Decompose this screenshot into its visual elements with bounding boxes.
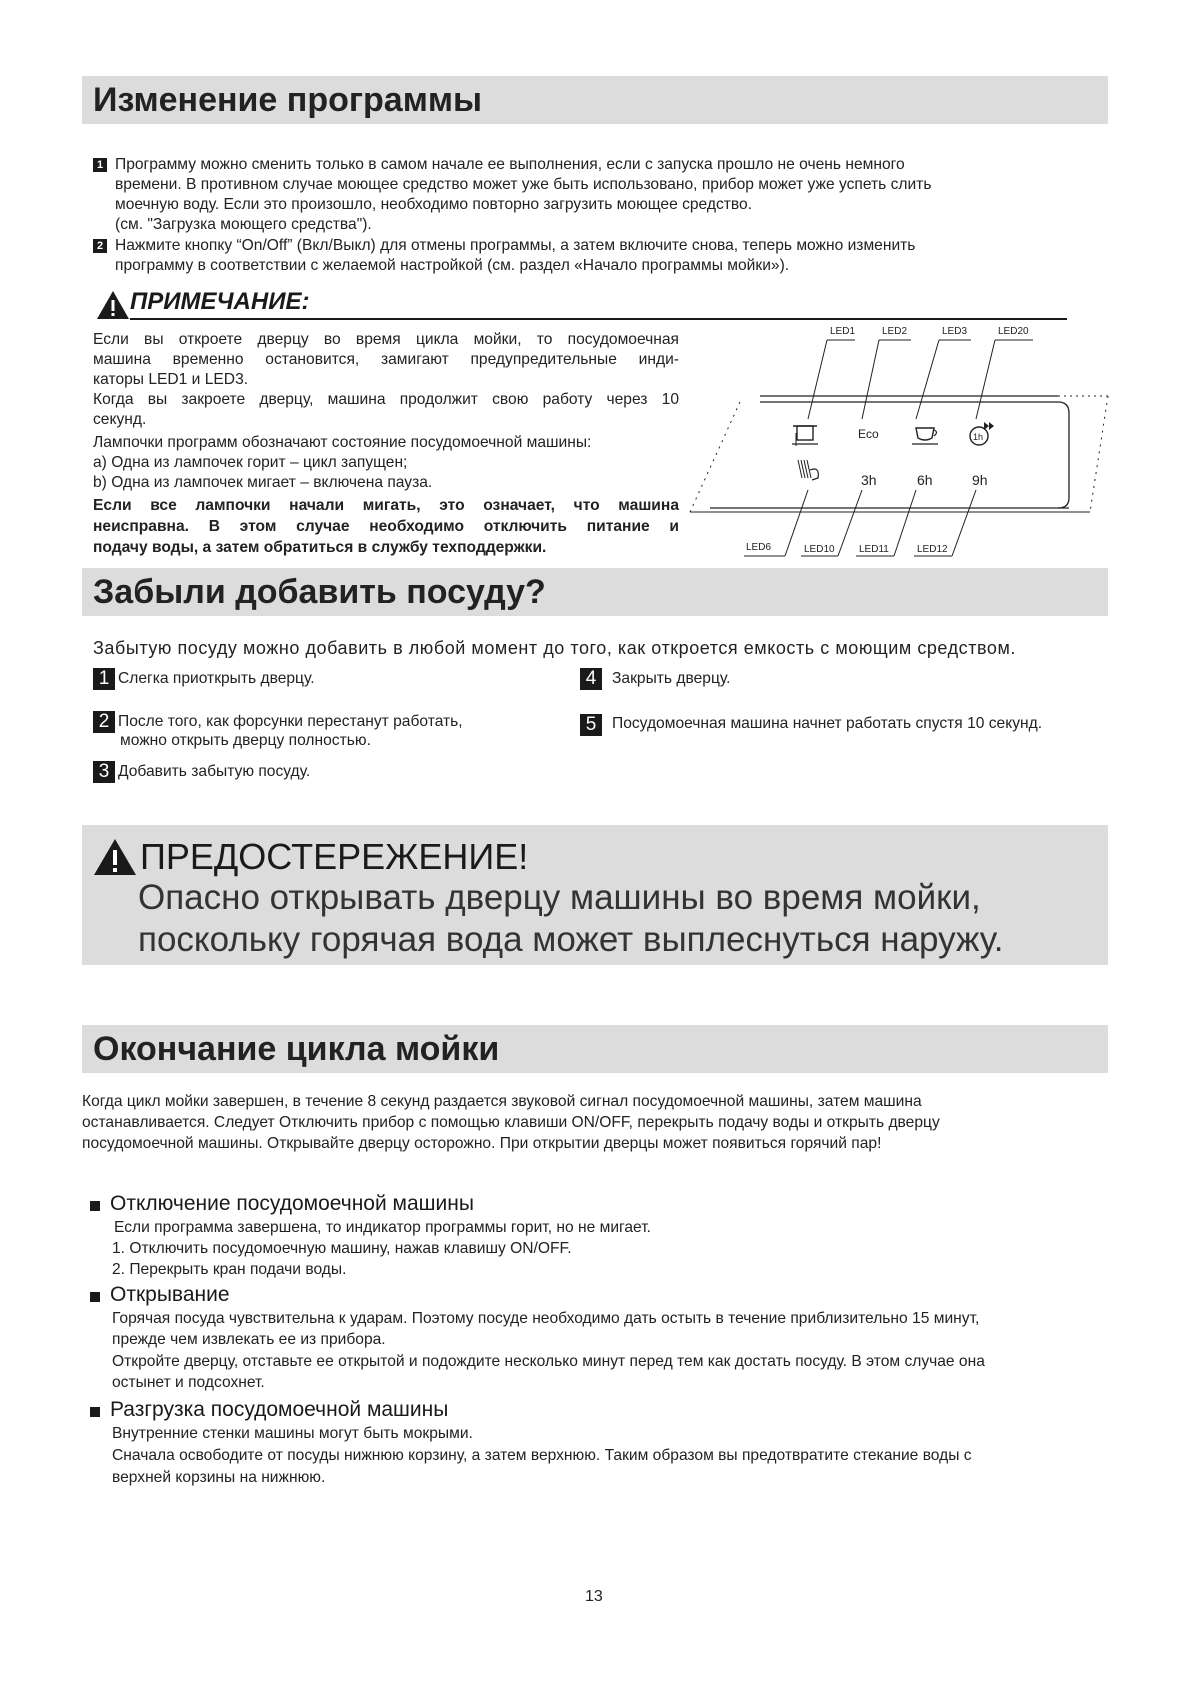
step-badge: 1 (93, 668, 115, 690)
note-line: секунд. (93, 411, 147, 428)
step-text: Посудомоечная машина начнет работать спустя 10 секунд. (612, 715, 1043, 732)
eco-label: Eco (858, 427, 879, 441)
note-line: каторы LED1 и LED3. (93, 371, 249, 388)
step-text: можно открыть дверцу полностью. (120, 732, 371, 749)
note-line: Когда вы закроете дверцу, машина продолжит свою работу через 10 (93, 391, 679, 408)
note-title: ПРИМЕЧАНИЕ: (130, 288, 310, 315)
paragraph-line: Сначала освободите от посуды нижнюю корзину, а затем верхнюю. Таким образом вы предотвратите стекание воды с (112, 1447, 972, 1464)
step-badge: 3 (93, 761, 115, 783)
one-hour-icon (970, 422, 994, 445)
paragraph-line: Горячая посуда чувствительна к ударам. Поэтому посуде необходимо дать остыть в течение приблизительно 15 минут, (112, 1310, 980, 1327)
paragraph-line: Нажмите кнопку “On/Off” (Вкл/Выкл) для отмены программы, а затем включите снова, теперь можно изменить (115, 237, 916, 254)
led-label: LED2 (882, 326, 908, 337)
svg-text:1h: 1h (973, 432, 984, 442)
paragraph-line: Откройте дверцу, отставьте ее открытой и подождите несколько минут перед тем как достать посуду. В этом случае она (112, 1353, 985, 1370)
paragraph-line: 2. Перекрыть кран подачи воды. (112, 1261, 347, 1278)
step-text: После того, как форсунки перестанут работать, (118, 713, 463, 730)
paragraph-line: посудомоечной машины. Открывайте дверцу осторожно. При открытии дверцы может появиться горячий пар! (82, 1135, 882, 1152)
led-label: LED11 (859, 544, 889, 555)
6h-label: 6h (917, 472, 933, 488)
section-title: Окончание цикла мойки (93, 1030, 500, 1068)
subheading: Отключение посудомоечной машины (110, 1192, 474, 1215)
led-label: LED3 (942, 326, 968, 337)
paragraph-line: времени. В противном случае моющее средство может уже быть использовано, прибор может уже успеть слить (115, 176, 932, 193)
section-title: Забыли добавить посуду? (93, 573, 546, 611)
9h-label: 9h (972, 472, 988, 488)
step-text: Закрыть дверцу. (612, 670, 731, 687)
step-badge: 5 (580, 714, 602, 736)
paragraph-line: Когда цикл мойки завершен, в течение 8 секунд раздается звуковой сигнал посудомоечной машины, затем машина (82, 1093, 922, 1110)
note-line: Лампочки программ обозначают состояние посудомоечной машины: (93, 434, 592, 451)
bullet-icon (90, 1407, 100, 1417)
note-line: а) Одна из лампочек горит – цикл запущен; (93, 454, 408, 471)
paragraph-line: (см. "Загрузка моющего средства"). (115, 216, 372, 233)
paragraph-line: Программу можно сменить только в самом начале ее выполнения, если с запуска прошло не очень немного (115, 156, 905, 173)
paragraph-line: 1. Отключить посудомоечную машину, нажав клавишу ON/OFF. (112, 1240, 572, 1257)
page-number: 13 (585, 1588, 603, 1605)
note-line: b) Одна из лампочек мигает – включена пауза. (93, 474, 433, 491)
step-badge: 1 (93, 158, 107, 172)
note-line: Если вы откроете дверцу во время цикла мойки, то посудомоечная (93, 331, 679, 348)
bullet-icon (90, 1292, 100, 1302)
section-title: Изменение программы (93, 81, 483, 119)
warning-line: Опасно открывать дверцу машины во время мойки, (138, 878, 981, 917)
paragraph-line: остынет и подсохнет. (112, 1374, 265, 1391)
intro-text: Забытую посуду можно добавить в любой момент до того, как откроется емкость с моющим средством. (93, 638, 1016, 658)
led-label: LED10 (804, 544, 835, 555)
paragraph-line: программу в соответствии с желаемой настройкой (см. раздел «Начало программы мойки»). (115, 257, 790, 274)
warning-triangle-icon (93, 838, 137, 876)
paragraph-line: верхней корзины на нижнюю. (112, 1469, 326, 1486)
warning-title: ПРЕДОСТЕРЕЖЕНИЕ! (140, 836, 529, 877)
step-badge: 2 (93, 239, 107, 253)
paragraph-line: Если программа завершена, то индикатор программы горит, но не мигает. (114, 1219, 651, 1236)
bullet-icon (90, 1201, 100, 1211)
cup-icon (912, 428, 938, 444)
note-bold-line: неисправна. В этом случае необходимо отключить питание и (93, 518, 679, 535)
step-text: Добавить забытую посуду. (118, 763, 311, 780)
warning-line: поскольку горячая вода может выплеснуться наружу. (138, 920, 1004, 959)
paragraph-line: моечную воду. Если это произошло, необходимо повторно загрузить моющее средство. (115, 196, 753, 213)
warning-triangle-icon (96, 290, 130, 320)
subheading: Открывание (110, 1283, 230, 1306)
subheading: Разгрузка посудомоечной машины (110, 1398, 449, 1421)
led-label: LED20 (998, 326, 1029, 337)
3h-label: 3h (861, 472, 877, 488)
step-badge: 4 (580, 668, 602, 690)
paragraph-line: прежде чем извлекать ее из прибора. (112, 1331, 386, 1348)
note-bold-line: Если все лампочки начали мигать, это означает, что машина (93, 497, 679, 514)
step-badge: 2 (93, 711, 115, 733)
paragraph-line: останавливается. Следует Отключить прибор с помощью клавиши ON/OFF, перекрыть подачу воды и открыть дверцу (82, 1114, 940, 1131)
note-line: машина временно остановится, замигают предупредительные инди- (93, 351, 679, 368)
step-text: Слегка приоткрыть дверцу. (118, 670, 315, 687)
led-label: LED12 (917, 544, 948, 555)
led-label: LED6 (746, 542, 772, 553)
control-panel-diagram (680, 318, 1120, 560)
paragraph-line: Внутренние стенки машины могут быть мокрыми. (112, 1425, 473, 1442)
note-bold-line: подачу воды, а затем обратиться в службу техподдержки. (93, 539, 547, 556)
led-label: LED1 (830, 326, 856, 337)
